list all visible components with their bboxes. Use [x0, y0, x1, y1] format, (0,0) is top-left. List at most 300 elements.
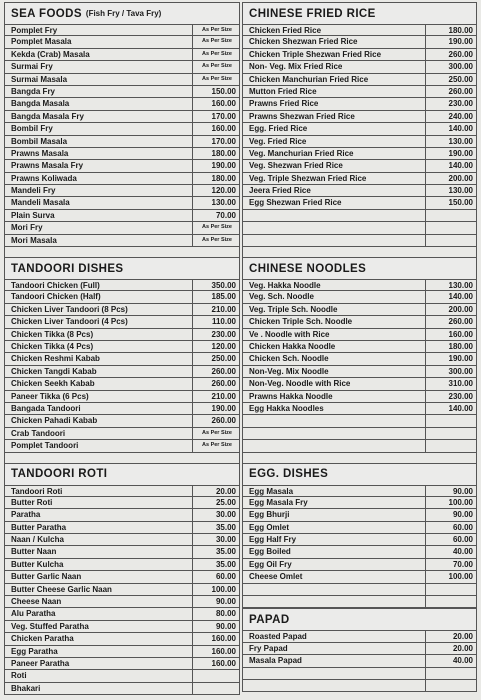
menu-item-price [193, 683, 241, 694]
menu-item-row [242, 643, 477, 655]
menu-item-price: 190.00 [448, 354, 473, 364]
menu-item-row [4, 633, 240, 645]
menu-item-name [243, 668, 426, 679]
menu-item-row [242, 509, 477, 521]
menu-item-name: Masala Papad [243, 655, 426, 666]
menu-item-name: Prawns Shezwan Fried Rice [243, 111, 426, 122]
menu-item-row [242, 160, 477, 172]
menu-item-name: Veg. Manchurian Fried Rice [243, 148, 426, 159]
menu-item-name: Non- Veg. Mix Fried Rice [243, 61, 426, 72]
menu-item-price: 160.00 [211, 124, 236, 134]
menu-item-row [4, 98, 240, 110]
menu-item-name: Egg Masala [243, 486, 426, 497]
menu-item-price: 190.00 [211, 403, 236, 413]
menu-item-price: As Per Size [202, 442, 232, 449]
menu-item-row [242, 98, 477, 110]
menu-item-price: As Per Size [202, 38, 232, 45]
menu-item-name: Butter Kulcha [5, 559, 193, 570]
menu-item-price: 210.00 [211, 304, 236, 314]
menu-item-price: 170.00 [211, 136, 236, 146]
chinese-fried-rice-title: CHINESE FRIED RICE [249, 7, 376, 20]
menu-item-price: 160.00 [211, 646, 236, 656]
menu-item-name: Mutton Fried Rice [243, 86, 426, 97]
menu-item-row [242, 136, 477, 148]
menu-item-name: Chicken Tangdi Kabab [5, 366, 193, 377]
menu-item-row [242, 546, 477, 558]
menu-item-name: Naan / Kulcha [5, 534, 193, 545]
menu-item-row [4, 222, 240, 234]
menu-item-price: 350.00 [211, 281, 236, 291]
menu-item-name: Paratha [5, 509, 193, 520]
menu-item-row [4, 378, 240, 390]
menu-item-price [426, 596, 478, 607]
menu-item-price: 230.00 [448, 99, 473, 109]
menu-item-price: 210.00 [211, 391, 236, 401]
menu-item-row [242, 279, 477, 291]
menu-item-name: Egg Masala Fry [243, 497, 426, 508]
menu-item-name: Bangada Tandoori [5, 403, 193, 414]
menu-item-row [242, 74, 477, 86]
menu-item-price: 260.00 [211, 416, 236, 426]
chinese-noodles-header [242, 257, 477, 279]
menu-item-name: Mori Masala [5, 235, 193, 246]
menu-item-price: 30.00 [215, 510, 236, 520]
menu-item-row [242, 36, 477, 48]
menu-item-row [4, 559, 240, 571]
menu-item-row [242, 366, 477, 378]
menu-item-row [242, 559, 477, 571]
menu-item-price: 140.00 [448, 124, 473, 134]
menu-item-row [4, 61, 240, 73]
menu-item-price: 35.00 [215, 547, 236, 557]
menu-item-name: Tandoori Roti [5, 486, 193, 497]
menu-item-price: 90.00 [452, 486, 473, 496]
menu-item-name: Bangda Masala Fry [5, 111, 193, 122]
menu-item-name: Chicken Seekh Kabab [5, 378, 193, 389]
menu-item-name: Egg Boiled [243, 546, 426, 557]
menu-item-price: 150.00 [448, 198, 473, 208]
menu-item-row [242, 630, 477, 642]
menu-item-name: Tandoori Chicken (Half) [5, 291, 193, 302]
menu-item-price: 160.00 [448, 329, 473, 339]
menu-item-price: 260.00 [448, 317, 473, 327]
menu-item-row [242, 440, 477, 452]
menu-item-price: 60.00 [452, 535, 473, 545]
tandoori-roti-header [4, 463, 240, 485]
menu-item-row [4, 74, 240, 86]
papad-header [242, 608, 477, 630]
menu-item-name: Roasted Papad [243, 631, 426, 642]
sea-foods-subtitle: (Fish Fry / Tava Fry) [85, 9, 162, 18]
menu-item-row [4, 316, 240, 328]
menu-item-name: Veg. Stuffed Paratha [5, 621, 193, 632]
section-gap [4, 247, 240, 257]
menu-item-row [242, 111, 477, 123]
menu-item-name: Mandeli Fry [5, 185, 193, 196]
menu-item-row [4, 235, 240, 247]
menu-item-price: As Per Size [202, 224, 232, 231]
tandoori-dishes-title: TANDOORI DISHES [11, 262, 124, 275]
menu-item-price: 30.00 [215, 535, 236, 545]
menu-item-name: Alu Paratha [5, 608, 193, 619]
menu-item-name: Chicken Manchurian Fried Rice [243, 74, 426, 85]
menu-item-row [4, 646, 240, 658]
menu-item-price: 180.00 [448, 341, 473, 351]
menu-item-price: 60.00 [452, 522, 473, 532]
menu-item-row [4, 366, 240, 378]
chinese-noodles-title: CHINESE NOODLES [249, 262, 367, 275]
tandoori-dishes-list [4, 279, 240, 452]
menu-item-price: 35.00 [215, 559, 236, 569]
papad-list [242, 630, 477, 692]
menu-item-name: Egg Half Fry [243, 534, 426, 545]
menu-item-price [426, 210, 478, 221]
menu-item-row [242, 24, 477, 36]
menu-item-row [4, 49, 240, 61]
menu-item-price: 300.00 [448, 366, 473, 376]
menu-item-row [242, 596, 477, 608]
menu-item-row [4, 341, 240, 353]
tandoori-roti-title: TANDOORI ROTI [11, 468, 108, 480]
menu-item-row [4, 160, 240, 172]
menu-item-row [4, 546, 240, 558]
menu-item-name: Kekda (Crab) Masala [5, 49, 193, 60]
menu-item-name [243, 440, 426, 451]
menu-item-price [426, 584, 478, 595]
menu-item-name: Chicken Tikka (8 Pcs) [5, 329, 193, 340]
menu-item-name: Butter Roti [5, 497, 193, 508]
menu-item-row [4, 497, 240, 509]
menu-item-price: 160.00 [211, 99, 236, 109]
menu-item-price [426, 222, 478, 233]
menu-item-row [242, 329, 477, 341]
menu-item-name [243, 428, 426, 439]
menu-item-row [4, 111, 240, 123]
menu-item-name: Bangda Masala [5, 98, 193, 109]
menu-item-price: 140.00 [448, 403, 473, 413]
menu-item-row [4, 353, 240, 365]
menu-item-row [4, 522, 240, 534]
menu-item-price: 260.00 [211, 379, 236, 389]
menu-item-row [242, 485, 477, 497]
menu-item-name: Prawns Masala Fry [5, 160, 193, 171]
menu-item-price: As Per Size [202, 236, 232, 243]
menu-item-row [242, 185, 477, 197]
menu-item-row [4, 148, 240, 160]
menu-item-row [4, 329, 240, 341]
menu-item-name: Mandeli Masala [5, 197, 193, 208]
menu-item-row [4, 185, 240, 197]
chinese-noodles-list [242, 279, 477, 452]
menu-item-name: Egg Oil Fry [243, 559, 426, 570]
menu-item-row [4, 428, 240, 440]
menu-item-name: Pomplet Masala [5, 36, 193, 47]
menu-item-name: Chicken Fried Rice [243, 25, 426, 36]
tandoori-dishes-header [4, 257, 240, 279]
section-gap [242, 247, 477, 257]
menu-item-name: Chicken Triple Shezwan Fried Rice [243, 49, 426, 60]
menu-item-name: Veg. Fried Rice [243, 136, 426, 147]
menu-item-name: Cheese Naan [5, 596, 193, 607]
menu-item-name: Chicken Pahadi Kabab [5, 415, 193, 426]
menu-item-name: Fry Papad [243, 643, 426, 654]
menu-item-row [4, 197, 240, 209]
sea-foods-header [4, 2, 240, 24]
menu-item-price [426, 680, 478, 691]
menu-item-name: Egg Paratha [5, 646, 193, 657]
menu-item-price: As Per Size [202, 429, 232, 436]
menu-item-price: 240.00 [448, 111, 473, 121]
menu-item-row [242, 497, 477, 509]
menu-item-row [242, 428, 477, 440]
menu-item-name: Veg. Triple Shezwan Fried Rice [243, 173, 426, 184]
sea-foods-list [4, 24, 240, 247]
menu-item-name: Chicken Paratha [5, 633, 193, 644]
menu-item-name: Chicken Shezwan Fried Rice [243, 36, 426, 47]
menu-item-price: 130.00 [448, 186, 473, 196]
menu-item-row [4, 658, 240, 670]
menu-item-row [242, 49, 477, 61]
menu-item-price: 100.00 [211, 584, 236, 594]
menu-item-price: 100.00 [448, 572, 473, 582]
menu-item-name: Paneer Tikka (6 Pcs) [5, 391, 193, 402]
menu-item-row [4, 24, 240, 36]
menu-item-price: 230.00 [448, 391, 473, 401]
menu-item-row [4, 391, 240, 403]
menu-item-name: Bhakari [5, 683, 193, 694]
menu-item-price: 70.00 [452, 559, 473, 569]
menu-item-row [242, 86, 477, 98]
menu-item-name: Prawns Koliwada [5, 173, 193, 184]
menu-item-name: Veg. Shezwan Fried Rice [243, 160, 426, 171]
menu-item-price: 190.00 [211, 161, 236, 171]
menu-item-price: 180.00 [211, 148, 236, 158]
papad-title: PAPAD [249, 613, 290, 626]
menu-item-row [242, 291, 477, 303]
menu-item-price: 140.00 [448, 161, 473, 171]
menu-item-price: 20.00 [215, 486, 236, 496]
egg-dishes-title: EGG. DISHES [249, 468, 329, 480]
menu-item-name: Veg. Hakka Noodle [243, 280, 426, 291]
menu-item-price: 170.00 [211, 111, 236, 121]
menu-item-name [243, 596, 426, 607]
menu-item-row [242, 391, 477, 403]
menu-item-name: Egg Omlet [243, 522, 426, 533]
menu-item-row [4, 670, 240, 682]
menu-item-name: Chicken Liver Tandoori (4 Pcs) [5, 316, 193, 327]
menu-item-price [426, 428, 478, 439]
section-gap [4, 453, 240, 463]
menu-item-row [242, 316, 477, 328]
menu-item-row [242, 304, 477, 316]
menu-item-name: Egg Hakka Noodles [243, 403, 426, 414]
menu-item-name: Chicken Sch. Noodle [243, 353, 426, 364]
menu-item-name [243, 210, 426, 221]
menu-item-row [242, 222, 477, 234]
menu-item-price: 90.00 [215, 597, 236, 607]
menu-item-name: Chicken Reshmi Kabab [5, 353, 193, 364]
sea-foods-title: SEA FOODS [11, 7, 82, 20]
menu-item-price: 20.00 [452, 643, 473, 653]
menu-item-name: Butter Garlic Naan [5, 571, 193, 582]
menu-item-price: 260.00 [448, 49, 473, 59]
menu-item-name: Plain Surva [5, 210, 193, 221]
menu-item-row [4, 415, 240, 427]
menu-item-row [4, 596, 240, 608]
menu-item-price: 200.00 [448, 304, 473, 314]
menu-item-price: 60.00 [215, 572, 236, 582]
menu-item-price: 20.00 [452, 632, 473, 642]
menu-item-row [242, 534, 477, 546]
chinese-fried-rice-list [242, 24, 477, 247]
menu-item-name: Crab Tandoori [5, 428, 193, 439]
menu-item-price: 120.00 [211, 186, 236, 196]
left-column [4, 2, 240, 695]
menu-item-price: 300.00 [448, 62, 473, 72]
menu-item-name: Egg. Fried Rice [243, 123, 426, 134]
menu-item-price [426, 415, 478, 426]
menu-item-name: Jeera Fried Rice [243, 185, 426, 196]
menu-item-name: Cheese Omlet [243, 571, 426, 582]
menu-item-price: 70.00 [215, 210, 236, 220]
menu-item-price: 40.00 [452, 656, 473, 666]
section-gap [242, 453, 477, 463]
menu-item-price: 25.00 [215, 497, 236, 507]
menu-item-price: As Per Size [202, 50, 232, 57]
menu-item-row [242, 415, 477, 427]
menu-item-price: 190.00 [448, 148, 473, 158]
menu-item-price: 130.00 [448, 281, 473, 291]
menu-item-row [242, 353, 477, 365]
menu-item-price: 160.00 [211, 658, 236, 668]
chinese-fried-rice-header [242, 2, 477, 24]
menu-item-price: 310.00 [448, 379, 473, 389]
menu-item-row [242, 403, 477, 415]
menu-item-price: 250.00 [448, 74, 473, 84]
menu-item-row [4, 683, 240, 695]
menu-item-row [4, 210, 240, 222]
menu-item-row [4, 173, 240, 185]
menu-item-row [242, 210, 477, 222]
menu-item-price: As Per Size [202, 75, 232, 82]
menu-item-row [4, 136, 240, 148]
menu-item-price: 40.00 [452, 547, 473, 557]
menu-item-price: As Per Size [202, 63, 232, 70]
menu-item-name: Prawns Fried Rice [243, 98, 426, 109]
menu-item-row [242, 173, 477, 185]
menu-item-row [4, 86, 240, 98]
menu-item-name: Tandoori Chicken (Full) [5, 280, 193, 291]
menu-item-name: Roti [5, 670, 193, 681]
egg-dishes-list [242, 485, 477, 609]
menu-item-price [426, 235, 478, 246]
menu-item-price: 160.00 [211, 634, 236, 644]
menu-item-row [4, 621, 240, 633]
tandoori-roti-list [4, 485, 240, 696]
menu-item-name [243, 222, 426, 233]
menu-item-row [242, 61, 477, 73]
menu-item-price: 90.00 [215, 621, 236, 631]
menu-item-row [242, 378, 477, 390]
menu-item-price: 35.00 [215, 522, 236, 532]
menu-item-price: 180.00 [211, 173, 236, 183]
menu-item-name: Paneer Paratha [5, 658, 193, 669]
menu-item-price: 260.00 [211, 366, 236, 376]
menu-item-row [242, 197, 477, 209]
menu-item-name [243, 584, 426, 595]
menu-item-name: Mori Fry [5, 222, 193, 233]
menu-item-row [4, 36, 240, 48]
menu-item-row [242, 148, 477, 160]
menu-item-row [4, 534, 240, 546]
menu-item-price: 130.00 [448, 136, 473, 146]
menu-item-name: Chicken Tikka (4 Pcs) [5, 341, 193, 352]
menu-item-row [4, 608, 240, 620]
menu-item-row [242, 655, 477, 667]
menu-item-price: As Per Size [202, 27, 232, 33]
menu-item-row [242, 571, 477, 583]
menu-item-row [242, 584, 477, 596]
menu-item-price: 140.00 [448, 292, 473, 302]
menu-item-price: 100.00 [448, 497, 473, 507]
menu-item-name: Chicken Liver Tandoori (8 Pcs) [5, 304, 193, 315]
menu-item-row [242, 668, 477, 680]
menu-item-name: Egg Shezwan Fried Rice [243, 197, 426, 208]
menu-item-price: 80.00 [215, 609, 236, 619]
menu-item-price: 230.00 [211, 329, 236, 339]
menu-item-price: 150.00 [211, 86, 236, 96]
menu-item-row [4, 509, 240, 521]
menu-item-name: Butter Naan [5, 546, 193, 557]
menu-item-name: Pomplet Fry [5, 25, 193, 36]
menu-item-name: Ve . Noodle with Rice [243, 329, 426, 340]
menu-item-name: Prawns Masala [5, 148, 193, 159]
right-column [242, 2, 477, 692]
menu-item-row [4, 279, 240, 291]
menu-item-price: 190.00 [448, 37, 473, 47]
menu-item-price: 180.00 [448, 26, 473, 35]
menu-item-price: 250.00 [211, 354, 236, 364]
menu-item-price: 260.00 [448, 86, 473, 96]
menu-item-name: Surmai Masala [5, 74, 193, 85]
menu-item-price: 185.00 [211, 292, 236, 302]
menu-item-name: Bangda Fry [5, 86, 193, 97]
menu-item-price [426, 440, 478, 451]
menu-item-name: Butter Paratha [5, 522, 193, 533]
menu-item-name: Veg. Triple Sch. Noodle [243, 304, 426, 315]
menu-item-price: 200.00 [448, 173, 473, 183]
menu-item-name: Bombil Fry [5, 123, 193, 134]
menu-item-row [242, 680, 477, 692]
menu-item-name: Pomplet Tandoori [5, 440, 193, 451]
egg-dishes-header [242, 463, 477, 485]
menu-item-row [242, 341, 477, 353]
menu-item-name [243, 415, 426, 426]
menu-item-name: Prawns Hakka Noodle [243, 391, 426, 402]
menu-item-row [242, 123, 477, 135]
menu-item-price: 110.00 [211, 317, 236, 327]
menu-item-name: Veg. Sch. Noodle [243, 291, 426, 302]
menu-item-price [426, 668, 478, 679]
menu-item-name [243, 680, 426, 691]
menu-item-row [4, 440, 240, 452]
menu-item-row [4, 571, 240, 583]
menu-item-name [243, 235, 426, 246]
menu-item-row [4, 485, 240, 497]
menu-item-row [4, 291, 240, 303]
menu-item-name: Butter Cheese Garlic Naan [5, 584, 193, 595]
menu-item-price: 130.00 [211, 198, 236, 208]
